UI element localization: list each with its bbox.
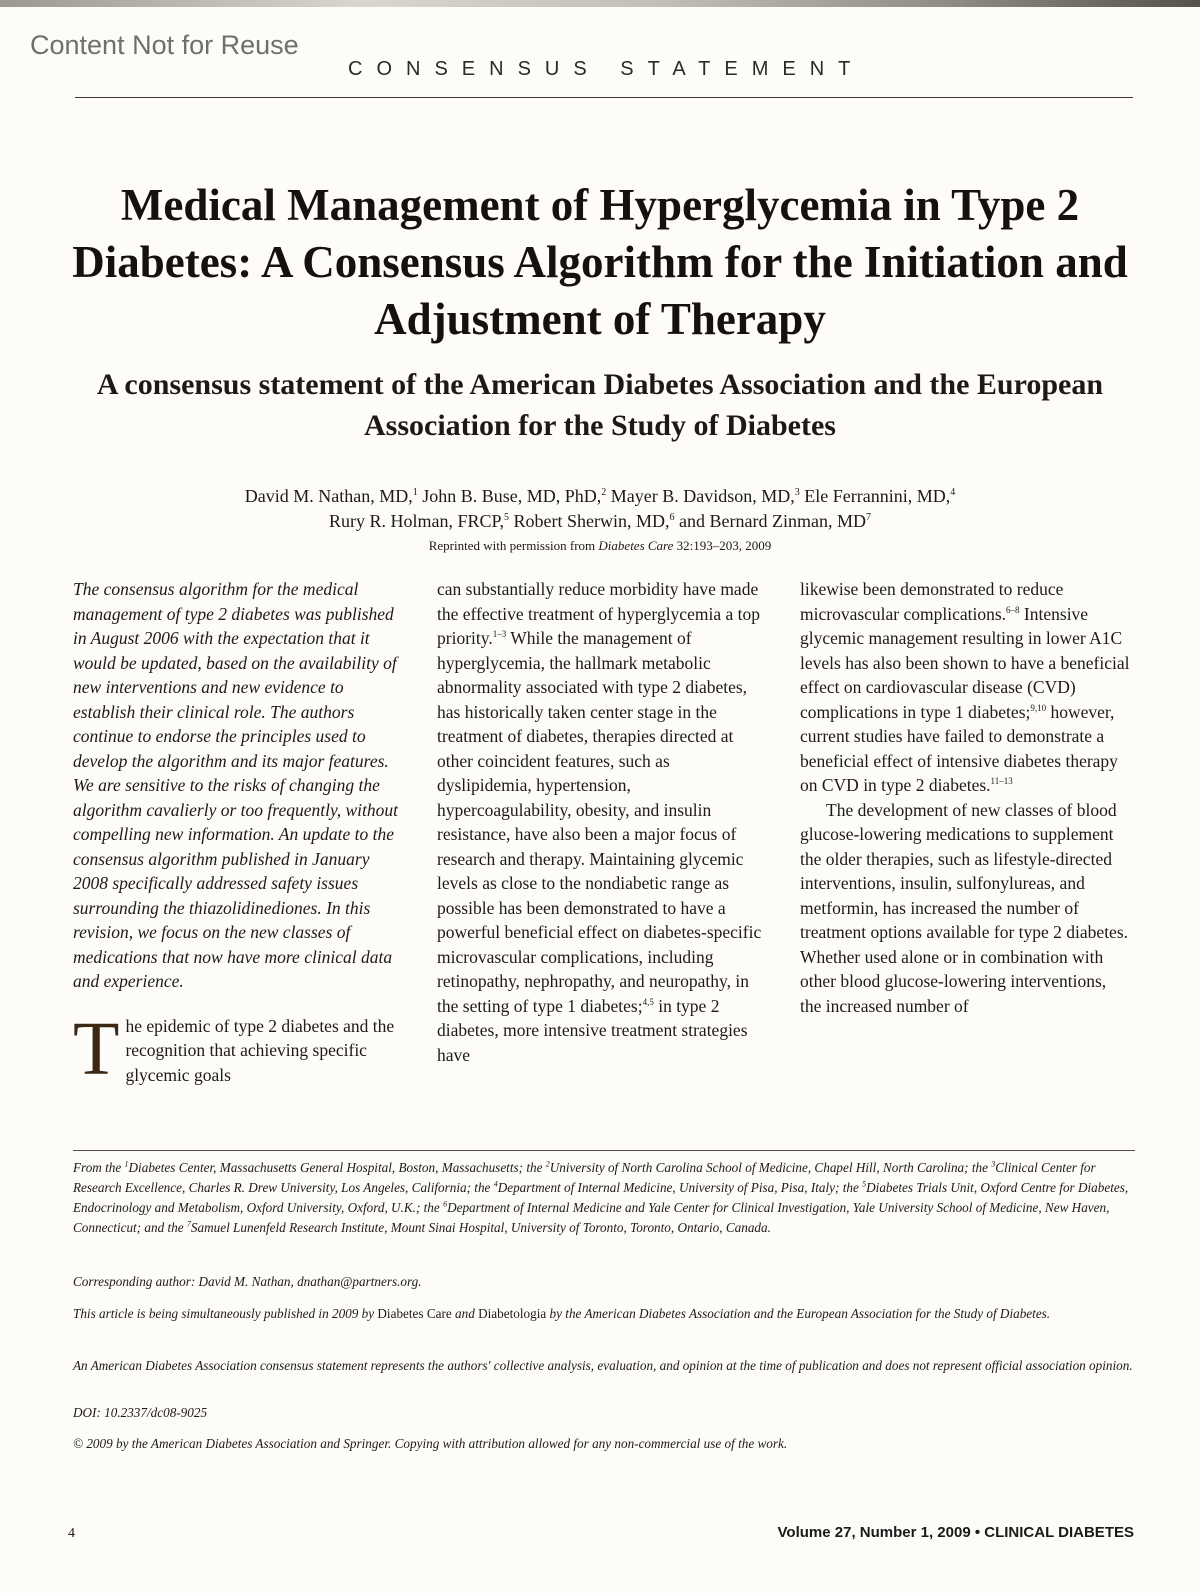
- column-1: [73, 577, 405, 1091]
- page-number: 4: [68, 1526, 75, 1541]
- author: Robert Sherwin, MD,$^6$: [513, 511, 675, 531]
- column-3: [800, 577, 1130, 1018]
- affiliations-footnote: From the $^1$Diabetes Center, Massachusetts General Hospital, Boston, Massachusetts; the $^2$University of North Carolina School of Medicine, Chapel Hill, North Carolina; the $^3$Clinical Center for Research Excellence, Charles R. Drew University, Los Angeles, California; the $^4$Department of Internal Medicine, University of Pisa, Pisa, Italy; the $^5$Diabetes Trials Unit, Oxford Centre for Diabetes, Endocrinology and Metabolism, Oxford University, Oxford, U.K.; the $^6$Department of Internal Medicine and Yale Center for Clinical Investigation, Yale University School of Medicine, New Haven, Connecticut; and the $^7$Samuel Lunenfeld Research Institute, Mount Sinai Hospital, University of Toronto, Toronto, Ontario, Canada.: [73, 1159, 1129, 1235]
- scan-edge-bar: [0, 0, 1200, 7]
- watermark: Content Not for Reuse: [30, 30, 299, 60]
- author: and Bernard Zinman, $MD^7$: [679, 511, 871, 531]
- section-label: CONSENSUS STATEMENT: [348, 58, 865, 80]
- doi: DOI: 10.2337/dc08-9025: [73, 1405, 208, 1420]
- citation-ref: 9,10: [1030, 702, 1047, 713]
- author: Ele Ferrannini, MD,$^4$: [804, 486, 956, 506]
- header-rule: [75, 97, 1133, 98]
- drop-cap: T: [73, 1006, 120, 1091]
- article-title: Medical Management of Hyperglycemia in Type 2 Diabetes: A Consensus Algorithm for the Initiation and Adjustment of Therapy: [72, 180, 1128, 344]
- intro-paragraph-end: likewise been demonstrated to reduce microvascular complications.$^{6-8}$ Intensive glycemic management resulting in lower A1C levels has also been shown to have a beneficial effect on cardiovascular disease (CVD) complications in type 1 diabetes;$^{9,10}$ however, current studies have failed to demonstrate a beneficial effect of intensive diabetes therapy on CVD in type 2 diabetes.$^{11-13}$: [800, 579, 1130, 795]
- copyright: © 2009 by the American Diabetes Association and Springer. Copying with attribution allowed for any non-commercial use of the work.: [73, 1436, 788, 1451]
- body-paragraph-2: The development of new classes of blood glucose-lowering medications to supplement the older therapies, such as lifestyle-directed interventions, insulin, sulfonylureas, and metformin, has increased the number of treatment options available for type 2 diabetes. Whether used alone or in combination with other blood glucose-lowering interventions, the increased number of: [800, 799, 1129, 1016]
- author: David M. Nathan, MD,$^1$: [244, 486, 418, 506]
- footnote-rule: [73, 1150, 1135, 1151]
- citation-ref: 6–8: [1006, 604, 1020, 615]
- citation-ref: 11–13: [990, 776, 1013, 787]
- abstract: The consensus algorithm for the medical management of type 2 diabetes was published in August 2006 with the expectation that it would be updated, based on the availability of new interventions and new evidence to establish their clinical role. The authors continue to endorse the principles used to develop the algorithm and its major features. We are sensitive to the risks of changing the algorithm cavalierly or too frequently, without compelling new information. An update to the consensus algorithm published in January 2008 specifically addressed safety issues surrounding the thiazolidinediones. In this revision, we focus on the new classes of medications that now have more clinical data and experience.: [73, 579, 399, 991]
- author-list: [60, 484, 1140, 534]
- disclaimer: An American Diabetes Association consensus statement represents the authors' collective analysis, evaluation, and opinion at the time of publication and does not represent official association opinion.: [73, 1358, 1133, 1373]
- corresponding-author: Corresponding author: David M. Nathan, dnathan@partners.org.: [73, 1274, 422, 1289]
- author: Mayer B. Davidson, MD,$^3$: [610, 486, 800, 506]
- journal-footer: Volume 27, Number 1, 2009 • CLINICAL DIABETES: [777, 1524, 1134, 1541]
- author: John B. Buse, MD, PhD,$^2$: [422, 486, 607, 506]
- intro-paragraph-continued: can substantially reduce morbidity have made the effective treatment of hyperglycemia a top priority.$^{1-3}$ While the management of hyperglycemia, the hallmark metabolic abnormality associated with type 2 diabetes, has historically taken center stage in the treatment of diabetes, therapies directed at other coincident features, such as dyslipidemia, hypertension, hypercoagulability, obesity, and insulin resistance, have also been a major focus of research and therapy. Maintaining glycemic levels as close to the nondiabetic range as possible has been demonstrated to have a powerful beneficial effect on diabetes-specific microvascular complications, including retinopathy, nephropathy, and neuropathy, in the setting of type 1 diabetes;$^{4,5}$ in type 2 diabetes, more intensive treatment strategies have: [437, 579, 762, 1065]
- author: Rury R. Holman, FRCP,$^5$: [329, 511, 510, 531]
- citation-ref: 4,5: [642, 996, 654, 1007]
- reprint-notice: Reprinted with permission from Diabetes Care 32:193–203, 2009: [428, 538, 772, 553]
- simultaneous-publication-note: This article is being simultaneously published in 2009 by Diabetes Care and Diabetologia by the American Diabetes Association and the European Association for the Study of Diabetes.: [73, 1306, 1051, 1321]
- intro-paragraph-start: The epidemic of type 2 diabetes and the recognition that achieving specific glycemic goals: [73, 1006, 395, 1091]
- citation-ref: 1–3: [492, 629, 507, 640]
- article-subtitle: A consensus statement of the American Diabetes Association and the European Association for the Study of Diabetes: [96, 368, 1104, 442]
- column-2: [437, 577, 767, 1067]
